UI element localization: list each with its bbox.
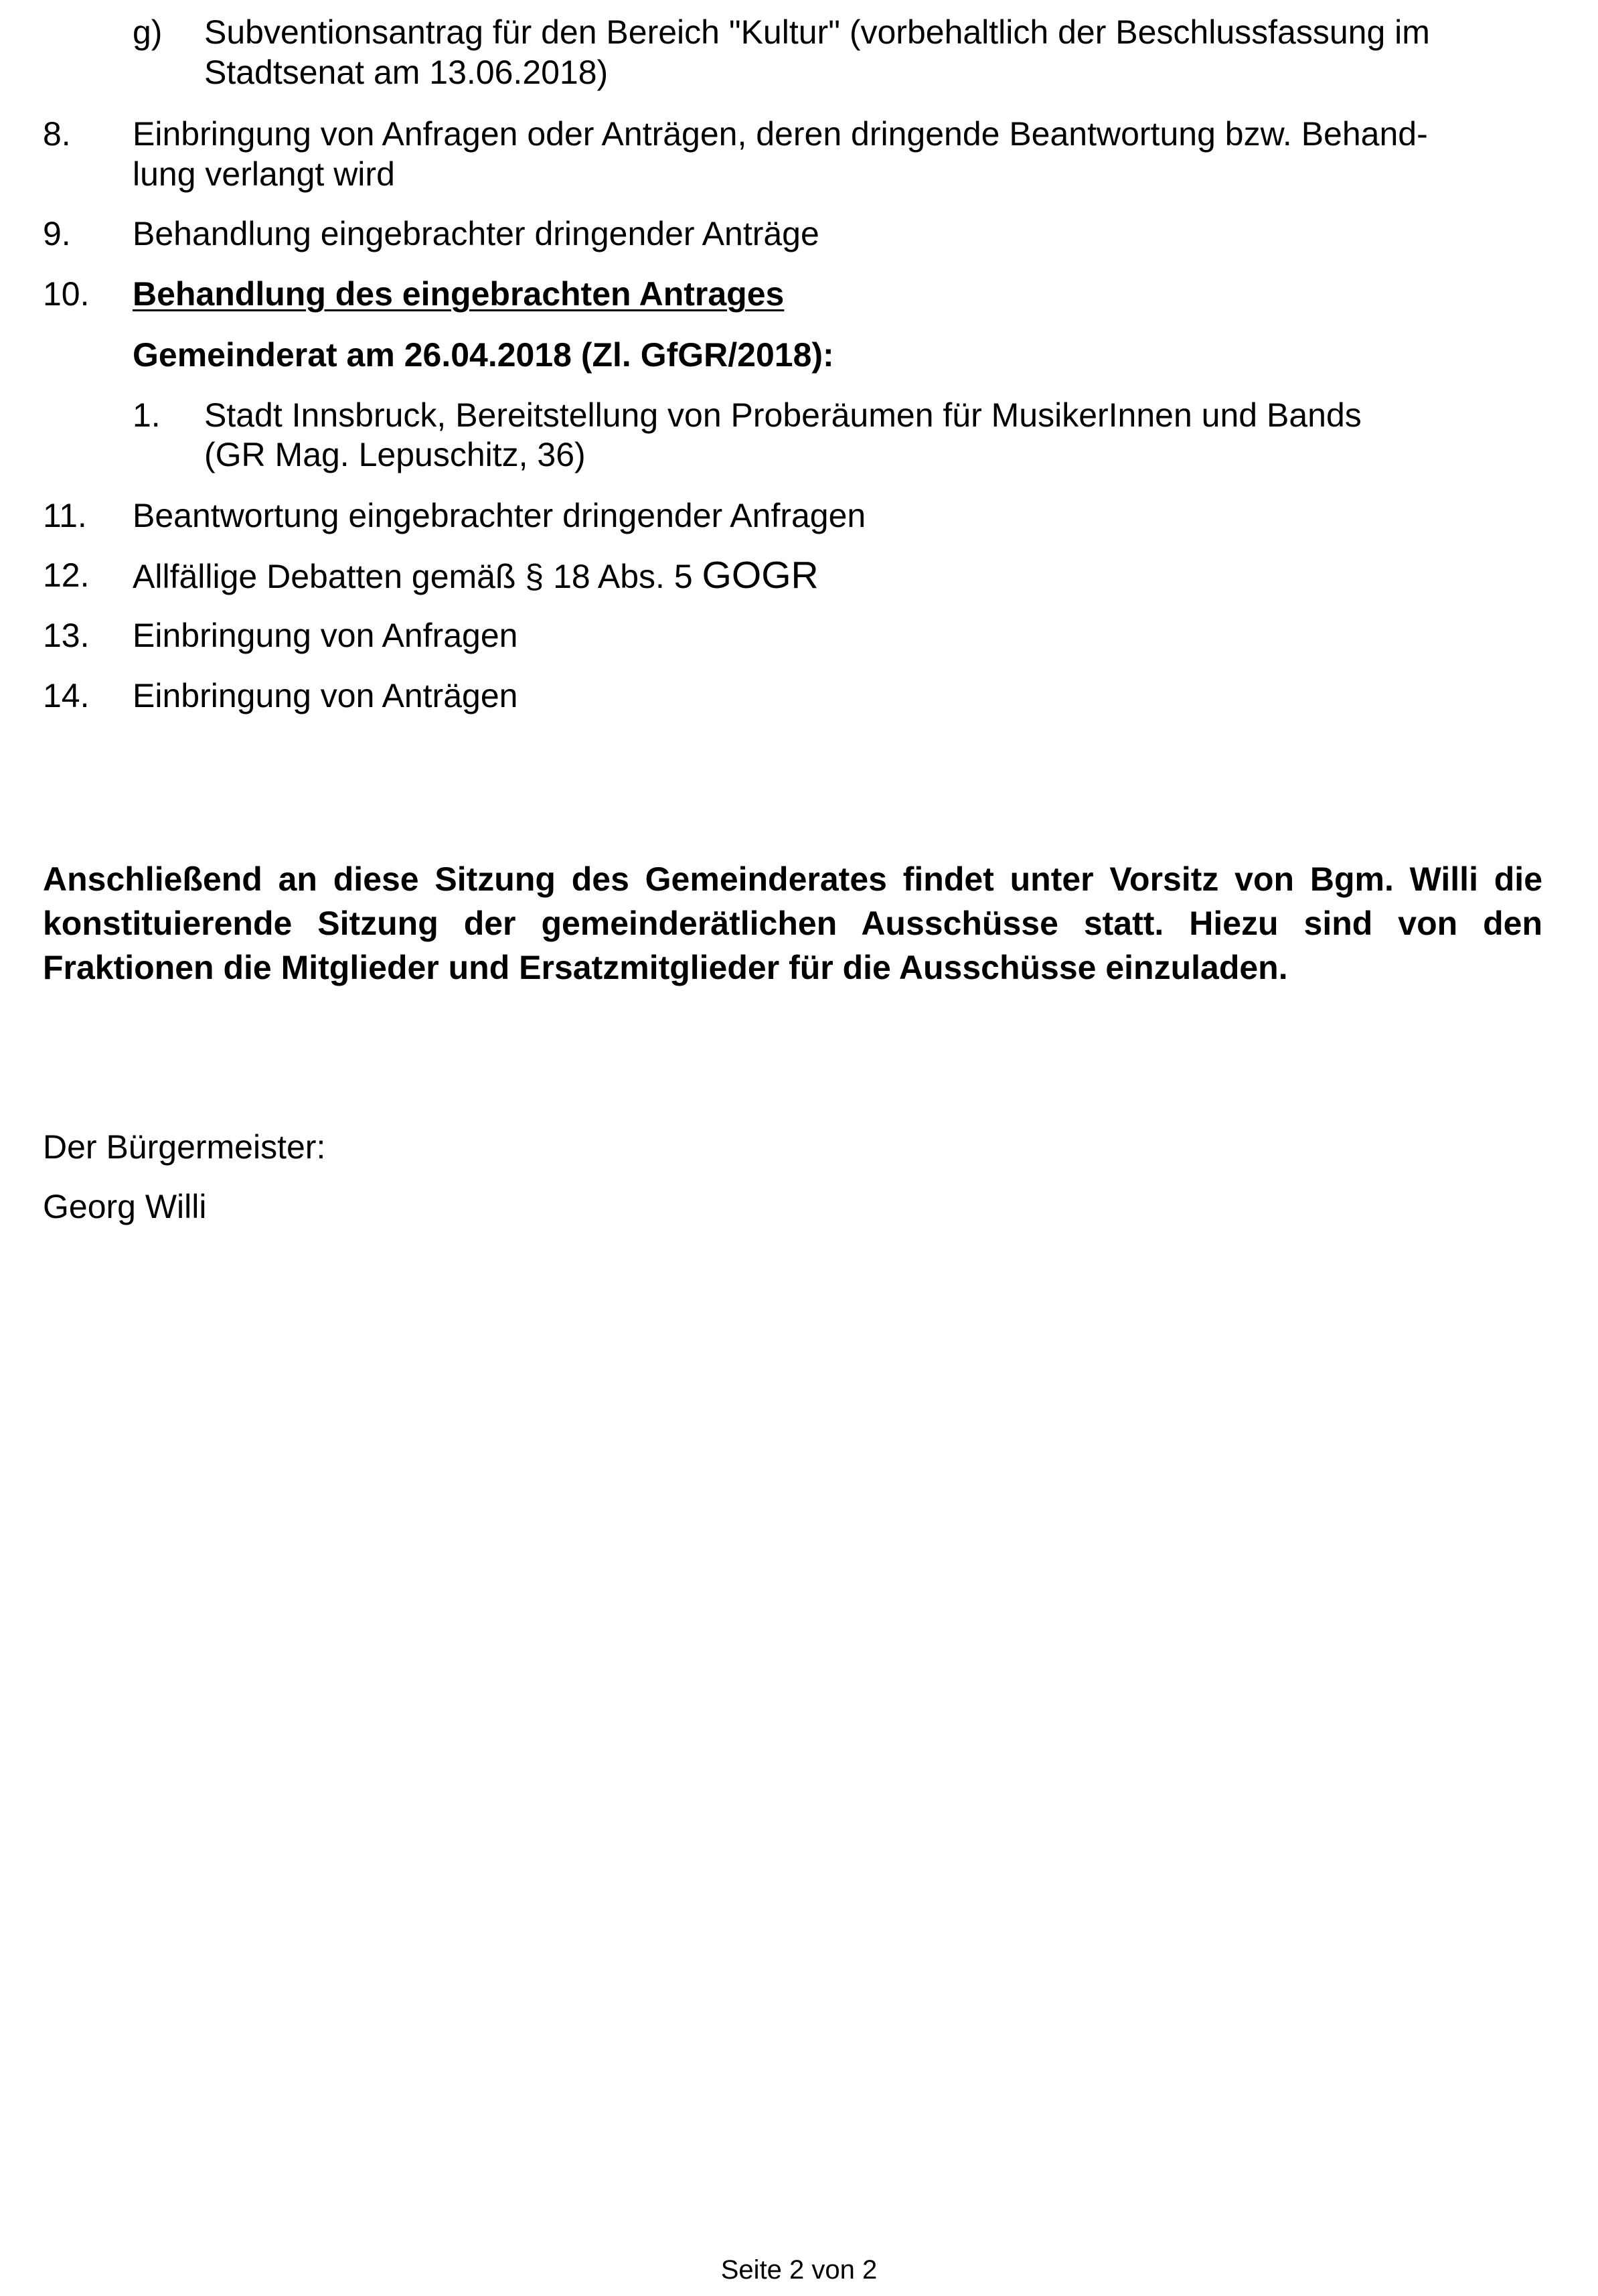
item-text: Beantwortung eingebrachter dringender Anfragen (133, 497, 866, 534)
item-number: 12. (43, 556, 90, 594)
item-number: 9. (43, 215, 71, 252)
page-footer: Seite 2 von 2 (720, 2255, 878, 2285)
item-text (133, 555, 819, 597)
item-number: 14. (43, 677, 90, 714)
notice-paragraph: Anschließend an diese Sitzung des Gemeinderates findet unter Vorsitz von Bgm. Willi die konstituierende Sitzung der gemeinderätlichen Ausschüsse statt. Hiezu sind von den Fraktionen die Mitglieder und Ersatzmitglieder für die Ausschüsse einzuladen. (43, 860, 1542, 986)
signature-role: Der Bürgermeister: (43, 1128, 326, 1166)
item-text-main: Allfällige Debatten gemäß § 18 Abs. 5 (133, 558, 693, 595)
subitem-number: 1. (133, 396, 161, 434)
item-text-line-1: Subventionsantrag für den Bereich "Kultur" (vorbehaltlich der Beschlussfassung im (204, 13, 1430, 51)
item-number: 10. (43, 275, 90, 313)
item-number: 11. (43, 497, 87, 534)
signature-name: Georg Willi (43, 1188, 207, 1225)
item-text: Einbringung von Anfragen (133, 617, 518, 654)
item-text: Behandlung eingebrachter dringender Anträge (133, 215, 819, 252)
item-number: 8. (43, 115, 71, 153)
item-text-abbrev: GOGR (702, 554, 819, 597)
item-text-line-2: lung verlangt wird (133, 155, 395, 193)
item-subheading: Gemeinderat am 26.04.2018 (Zl. GfGR/2018): (133, 336, 834, 374)
item-heading: Behandlung des eingebrachten Antrages (133, 275, 785, 313)
item-text: Einbringung von Anträgen (133, 677, 518, 714)
item-text-line-2: Stadtsenat am 13.06.2018) (204, 54, 609, 91)
item-number: 13. (43, 617, 90, 654)
subitem-text-line-1: Stadt Innsbruck, Bereitstellung von Proberäumen für MusikerInnen und Bands (204, 396, 1362, 434)
subitem-text-line-2: (GR Mag. Lepuschitz, 36) (204, 436, 586, 473)
item-text-line-1: Einbringung von Anfragen oder Anträgen, deren dringende Beantwortung bzw. Behand- (133, 115, 1428, 153)
item-marker: g) (133, 13, 163, 51)
